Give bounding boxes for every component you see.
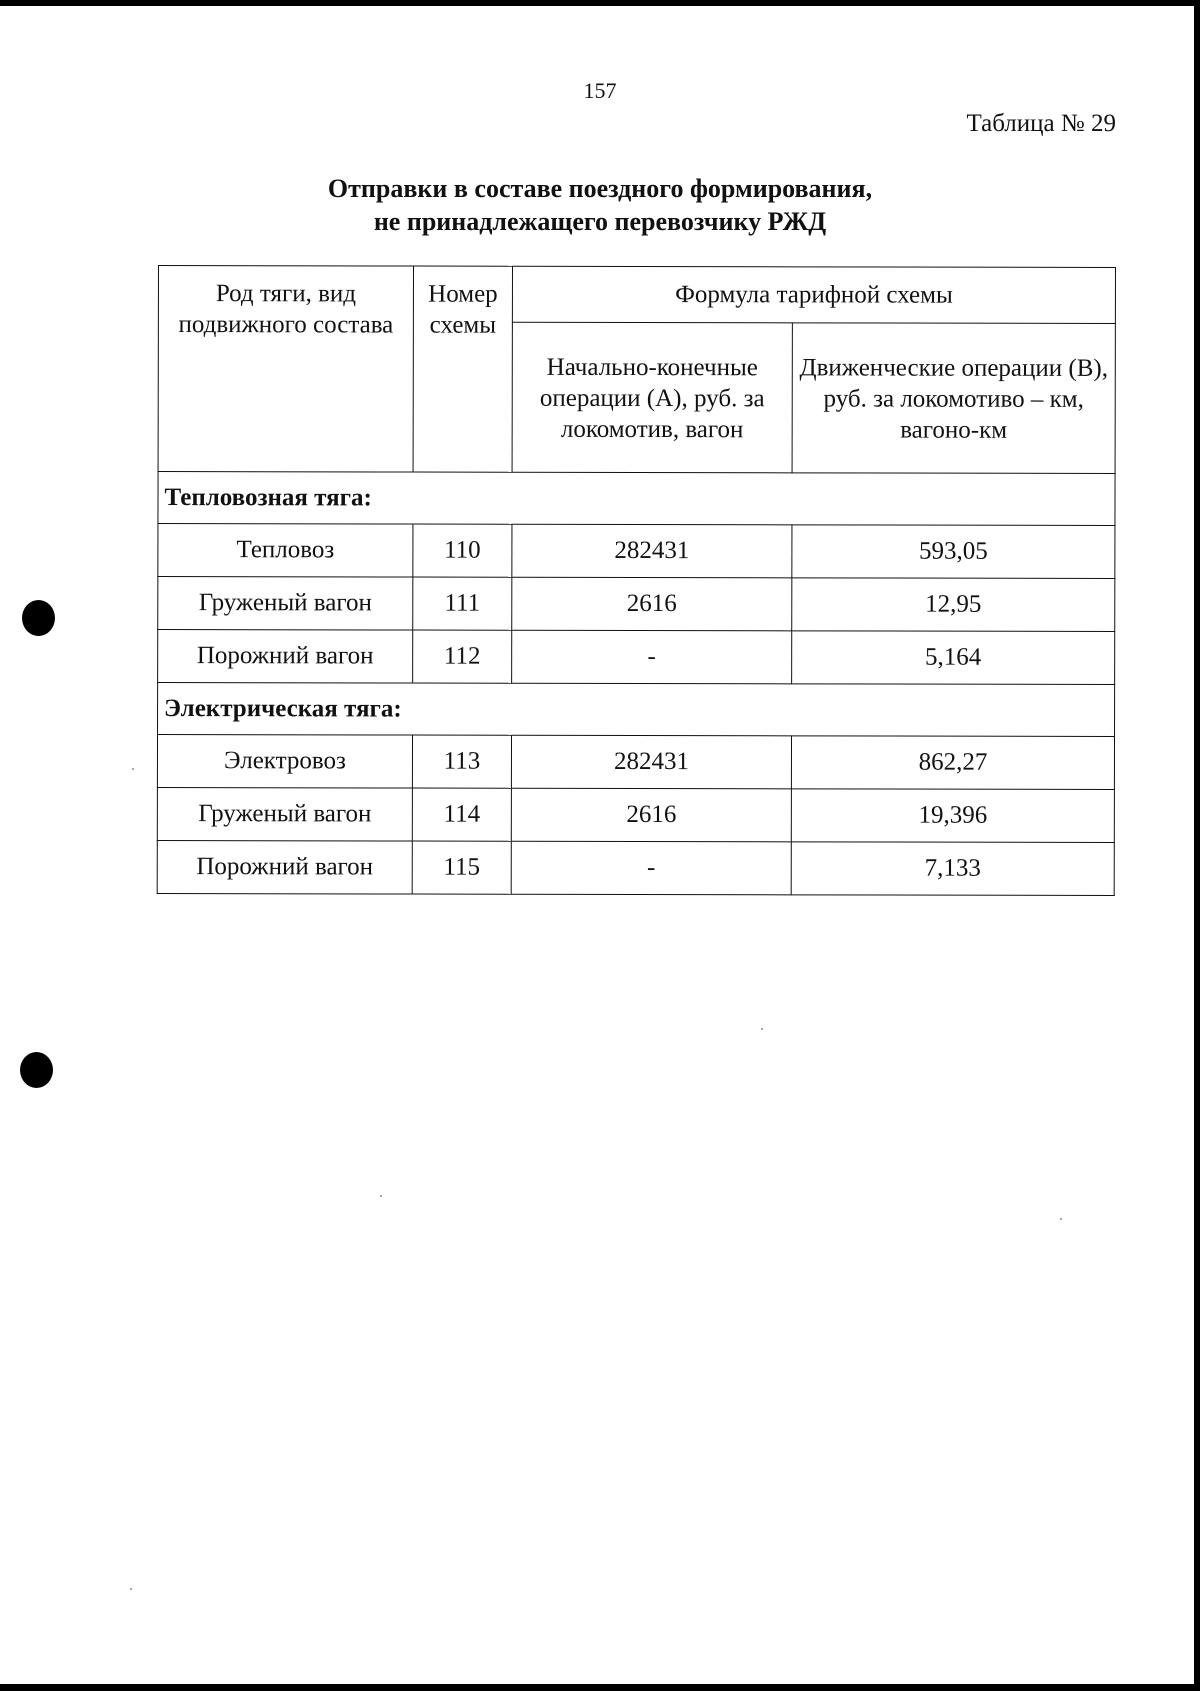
section-diesel-traction: Тепловозная тяга: [158, 472, 1115, 526]
cell-operations-a: 2616 [511, 788, 791, 842]
cell-operations-b: 19,396 [791, 789, 1114, 843]
scan-speck [132, 768, 134, 770]
cell-scheme-number: 113 [412, 735, 511, 788]
scan-speck [1060, 1218, 1062, 1220]
tariff-table [157, 265, 1116, 896]
cell-operations-b: 7,133 [791, 842, 1114, 896]
scan-speck [761, 1028, 763, 1030]
cell-scheme-number: 115 [412, 841, 511, 894]
cell-rolling-stock: Порожний вагон [157, 840, 412, 894]
punch-hole-upper [22, 600, 55, 636]
scan-speck [380, 1195, 382, 1197]
scan-border-bottom [0, 1684, 1200, 1691]
table-row [157, 840, 1114, 895]
table-row [158, 577, 1115, 632]
scan-speck [130, 1588, 132, 1590]
cell-rolling-stock: Тепловоз [158, 524, 413, 578]
header-traction-type: Род тяги, вид подвижного состава [158, 266, 413, 473]
cell-scheme-number: 112 [413, 630, 512, 683]
cell-operations-a: 282431 [512, 524, 792, 578]
table-row [158, 524, 1115, 579]
cell-rolling-stock: Груженый вагон [157, 787, 412, 841]
cell-operations-b: 5,164 [792, 631, 1115, 685]
table-row [157, 787, 1114, 842]
punch-hole-lower [20, 1052, 53, 1088]
section-electric-traction: Электрическая тяга: [158, 683, 1115, 737]
cell-rolling-stock: Груженый вагон [158, 577, 413, 631]
scan-border-right [1194, 0, 1200, 1691]
header-initial-final-operations: Начально-конечные операции (А), руб. за локомотив, вагон [512, 322, 792, 473]
cell-rolling-stock: Электровоз [157, 735, 412, 789]
cell-operations-a: 2616 [512, 577, 792, 631]
cell-operations-b: 12,95 [792, 578, 1115, 632]
cell-operations-a: - [512, 630, 792, 684]
header-movement-operations: Движенческие операции (В), руб. за локомотиво – км, вагоно-км [792, 323, 1115, 474]
cell-operations-b: 862,27 [791, 736, 1114, 790]
table-row [157, 735, 1114, 790]
table-row [158, 630, 1115, 685]
document-title-line-2: не принадлежащего перевозчику РЖД [373, 207, 827, 236]
cell-operations-b: 593,05 [792, 525, 1115, 579]
document-title-line-1: Отправки в составе поездного формирования, [327, 174, 873, 203]
cell-operations-a: 282431 [511, 735, 791, 789]
cell-scheme-number: 111 [413, 577, 512, 630]
header-tariff-formula: Формула тарифной схемы [512, 266, 1115, 323]
cell-rolling-stock: Порожний вагон [158, 630, 413, 684]
cell-scheme-number: 114 [412, 788, 511, 841]
header-scheme-number: Номер схемы [413, 266, 512, 472]
scan-border-top [0, 0, 1200, 6]
cell-scheme-number: 110 [413, 524, 512, 577]
page-number: 157 [583, 78, 617, 103]
table-number: Таблица № 29 [966, 110, 1116, 137]
cell-operations-a: - [511, 841, 791, 895]
